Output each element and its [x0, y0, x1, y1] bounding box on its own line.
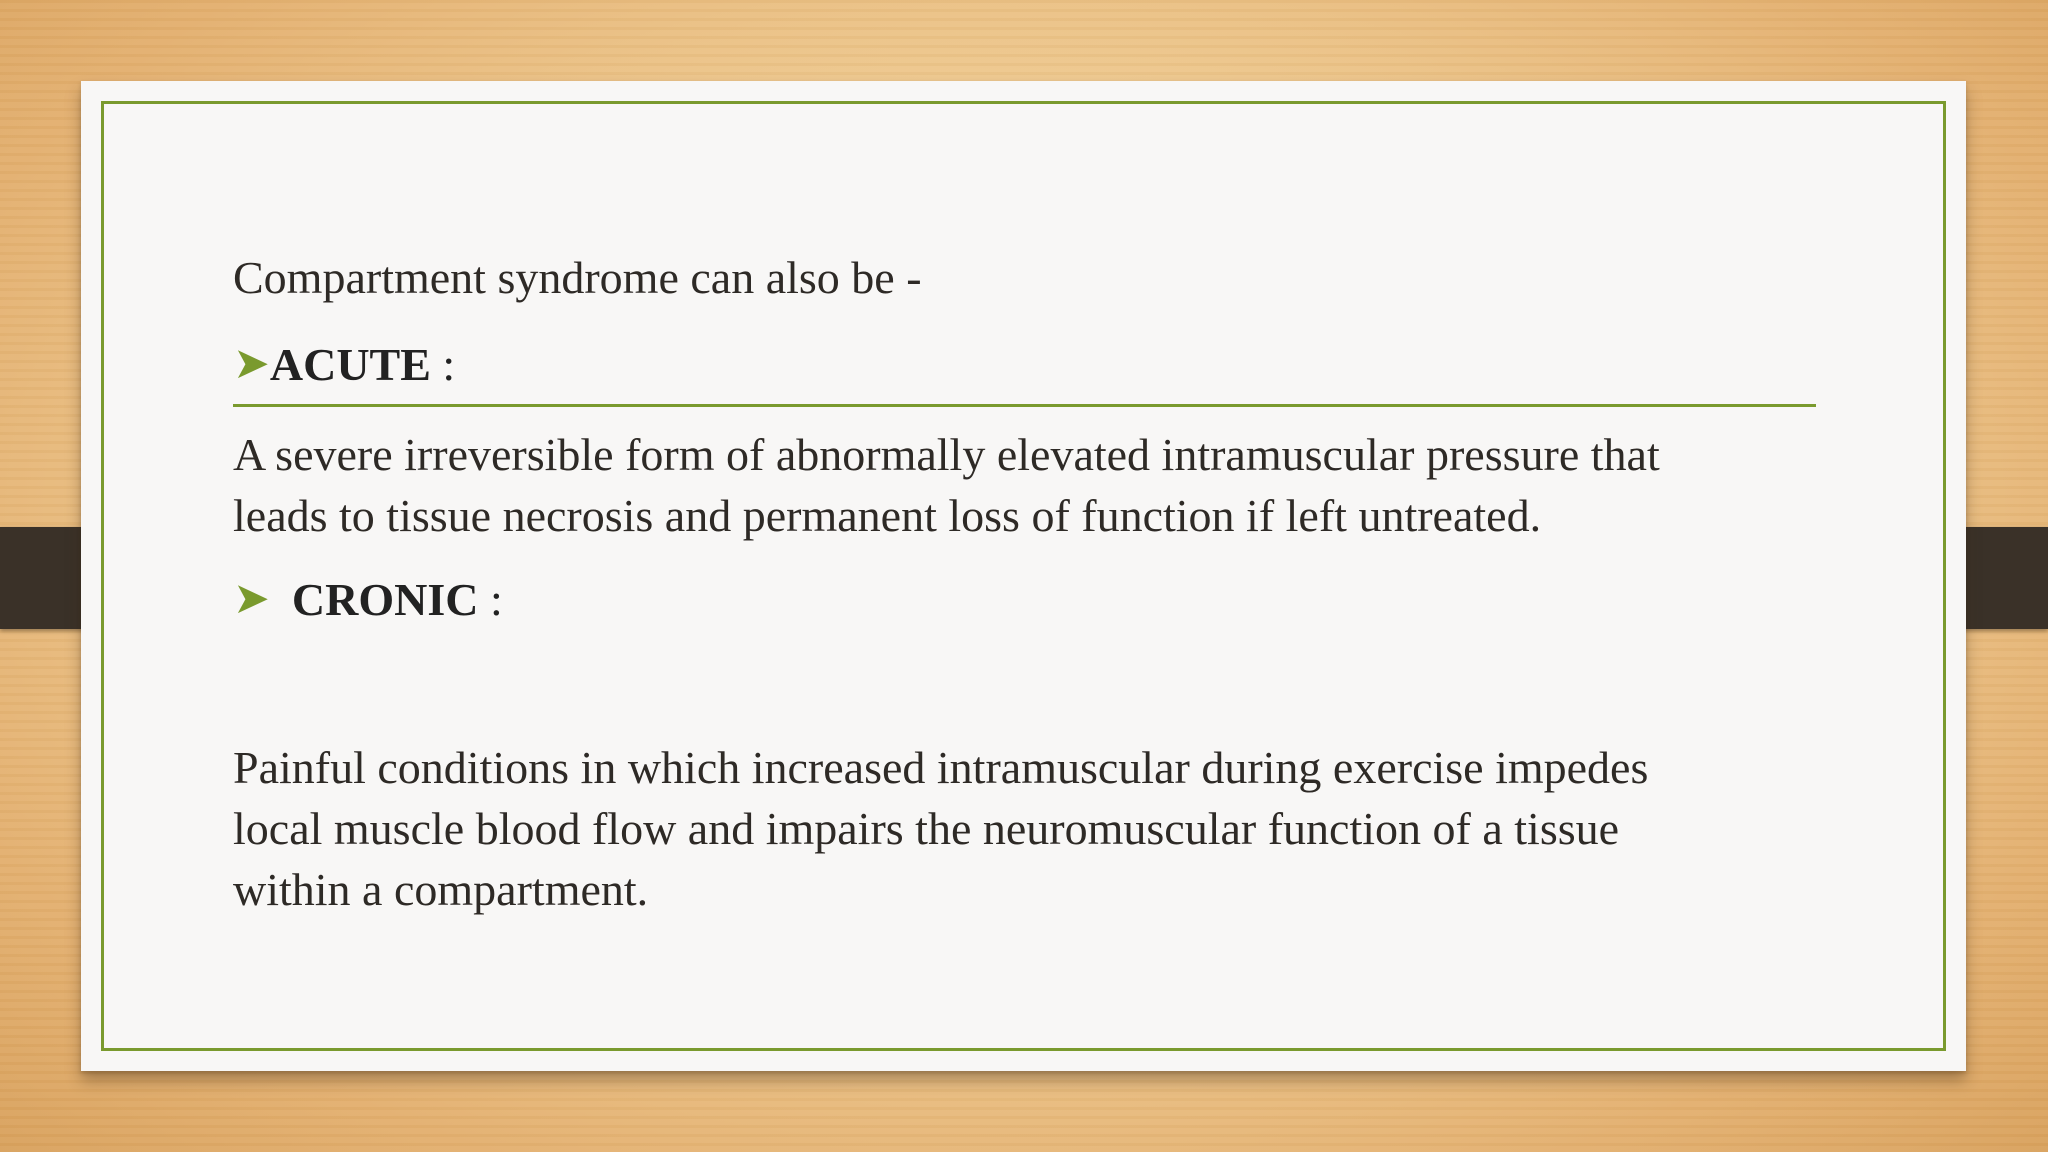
acute-description-line: leads to tissue necrosis and permanent loss of function if left untreated.	[233, 490, 1542, 541]
slide	[81, 81, 1966, 1071]
acute-description	[233, 424, 1660, 546]
arrow-bullet-icon: ➤	[233, 573, 270, 624]
acute-heading-suffix: :	[430, 339, 456, 390]
cronic-heading-label: CRONIC	[291, 574, 479, 625]
cronic-description-line: local muscle blood flow and impairs the neuromuscular function of a tissue	[233, 803, 1620, 854]
acute-description-line: A severe irreversible form of abnormally elevated intramuscular pressure that	[233, 429, 1660, 480]
acute-heading	[233, 333, 455, 395]
intro-text: Compartment syndrome can also be -	[233, 252, 922, 303]
cronic-description-line: within a compartment.	[233, 864, 649, 915]
cronic-heading	[233, 568, 503, 630]
cronic-description-line: Painful conditions in which increased intramuscular during exercise impedes	[233, 742, 1649, 793]
cronic-heading-suffix: :	[478, 574, 503, 625]
acute-heading-label: ACUTE	[269, 339, 431, 390]
arrow-bullet-icon: ➤	[233, 338, 270, 389]
cronic-description	[233, 737, 1648, 920]
section-divider	[233, 404, 1816, 407]
